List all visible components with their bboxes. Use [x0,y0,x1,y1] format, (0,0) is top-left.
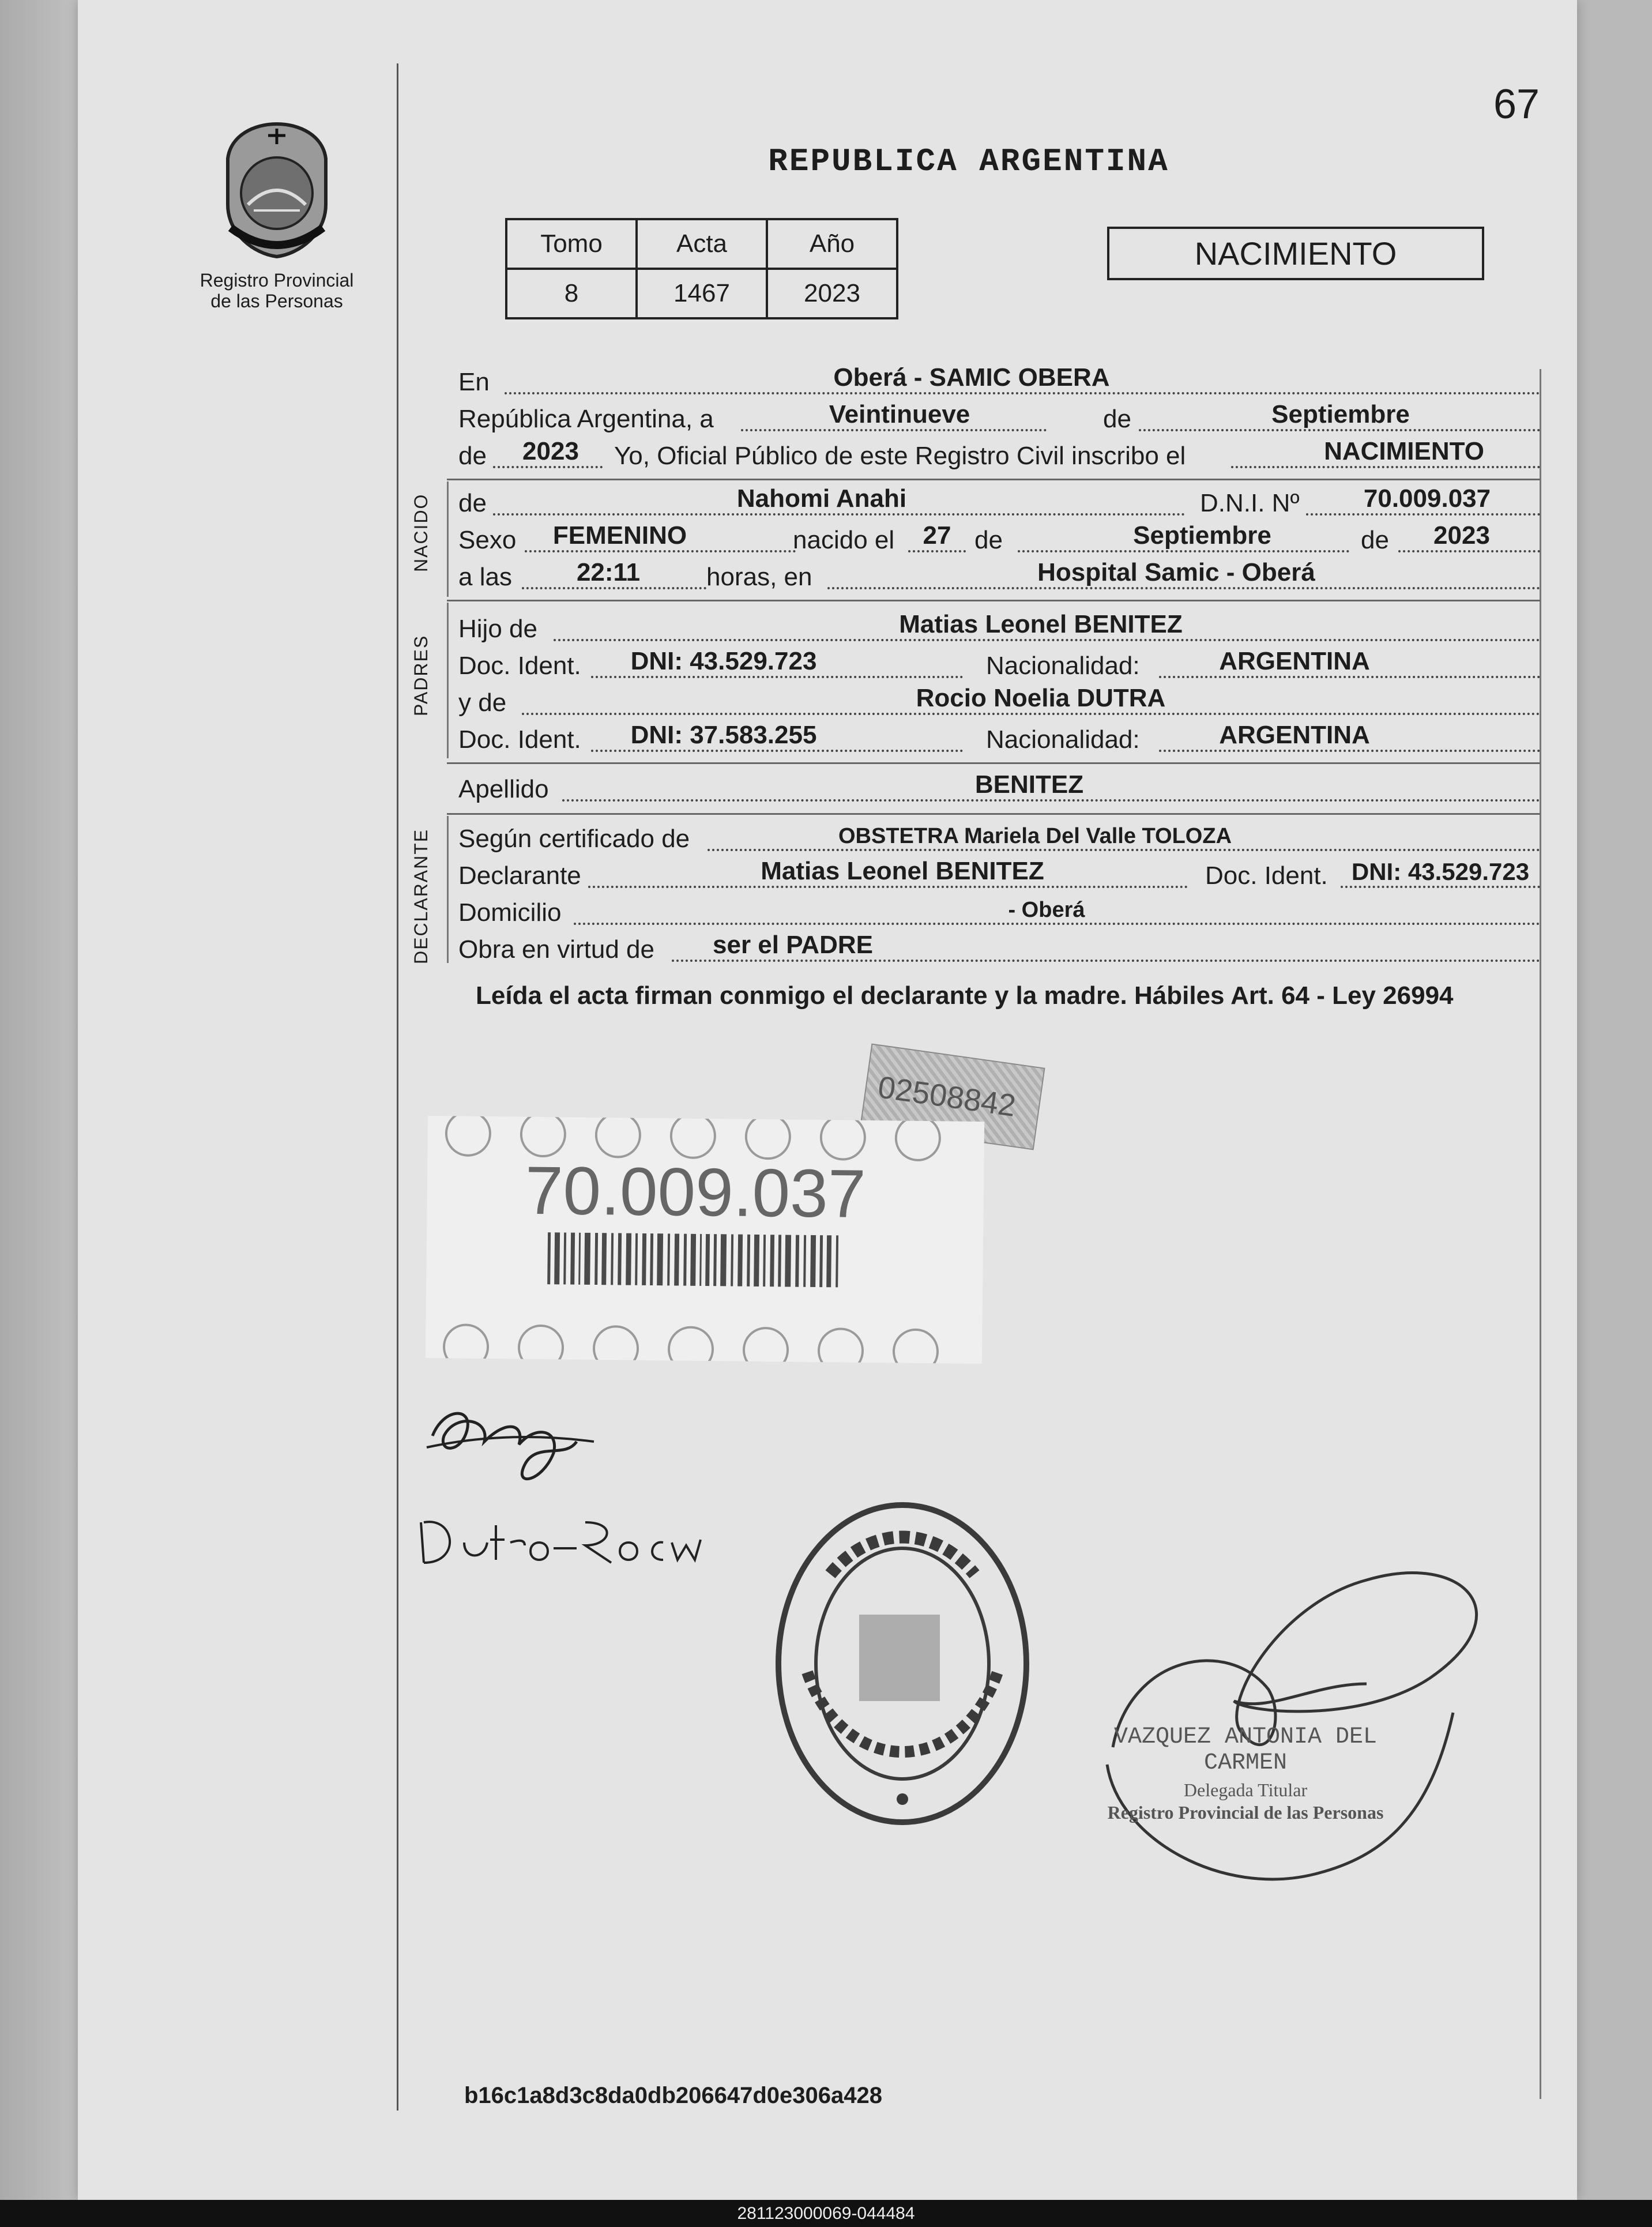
value-hora: 22:11 [576,558,641,586]
label-dni: D.N.I. Nº [1200,489,1300,517]
value-doc-madre: DNI: 37.583.255 [630,721,817,749]
label-nacionalidad: Nacionalidad: [986,652,1140,680]
desk-background [0,0,81,2200]
table-cell: 2023 [767,269,897,318]
row-sexo [458,521,1540,558]
emblem-line-2: de las Personas [210,291,343,311]
dotted-line [493,513,1185,516]
row-doc-madre [458,721,1540,758]
left-margin-line [397,63,398,2111]
label-a-las: a las [458,563,512,591]
row-doc-padre [458,647,1540,684]
label-doc-ident: Doc. Ident. [1205,862,1328,890]
row-segun [458,820,1540,857]
row-en [458,363,1540,400]
table-header: Tomo [506,219,637,269]
label-yo-oficial: Yo, Oficial Público de este Registro Civil inscribo el [614,442,1186,470]
dotted-line [591,676,963,678]
dotted-line [1139,429,1540,431]
label-de: de [1361,526,1389,554]
signature-image [421,1390,605,1494]
label-en: En [458,368,490,396]
side-label-nacido: NACIDO [411,493,431,572]
value-sexo: FEMENINO [552,521,687,550]
value-anio: 2023 [522,437,579,465]
official-stamp [1084,1724,1407,1823]
dotted-line [522,713,1540,715]
label-de: de [458,442,487,470]
value-dni: 70.009.037 [1363,484,1491,513]
emblem-line-1: Registro Provincial [200,270,354,291]
page-number: 67 [1493,81,1540,127]
label-domicilio: Domicilio [458,898,562,927]
round-registry-stamp [773,1499,1032,1828]
record-type-box: NACIMIENTO [1107,227,1484,280]
emblem-caption [190,270,363,311]
value-dia: Veintinueve [829,400,970,428]
value-mes: Septiembre [1271,400,1410,428]
label-de: de [1103,405,1131,433]
dotted-line [672,960,1540,962]
value-doc-declarante: DNI: 43.529.723 [1351,858,1530,885]
misiones-seal-icon [213,118,340,262]
row-apellido [458,770,1540,807]
serial-number: 02508842 [875,1070,1018,1124]
value-madre: Rocio Noelia DUTRA [916,684,1166,712]
value-nacionalidad-madre: ARGENTINA [1219,721,1370,749]
value-nacionalidad-padre: ARGENTINA [1219,647,1370,675]
value-doc-padre: DNI: 43.529.723 [630,647,817,675]
dotted-line [505,392,1540,394]
value-nac-mes: Septiembre [1133,521,1271,550]
label-de: de [974,526,1003,554]
official-role: Delegada Titular [1183,1780,1308,1800]
row-obra [458,931,1540,968]
label-horas-en: horas, en [706,563,812,591]
id-sticker [426,1116,984,1364]
dotted-line [1018,550,1349,552]
value-declarante: Matias Leonel BENITEZ [761,857,1044,885]
dotted-line [591,750,963,752]
row-domicilio [458,894,1540,931]
label-doc-ident: Doc. Ident. [458,725,581,754]
section-divider [447,600,1540,601]
dotted-line [1231,466,1540,468]
label-declarante: Declarante [458,862,581,890]
dotted-line [1159,676,1540,678]
dotted-line [1341,886,1540,888]
label-doc-ident: Doc. Ident. [458,652,581,680]
label-y-de: y de [458,689,507,717]
table-cell: 8 [506,269,637,318]
signature-image [409,1511,732,1574]
dotted-line [908,550,966,552]
section-bar [447,816,449,963]
dotted-line [562,799,1540,802]
official-name: VAZQUEZ ANTONIA DEL CARMEN [1113,1724,1378,1776]
label-de: de [458,489,487,517]
dotted-line [1159,750,1540,752]
record-table [505,218,898,319]
row-declarante [458,857,1540,894]
table-cell: 1467 [637,269,767,318]
value-nac-dia: 27 [923,521,951,550]
label-apellido: Apellido [458,775,549,803]
label-obra-en-virtud: Obra en virtud de [458,935,654,964]
province-emblem [213,118,340,262]
value-inscribo: NACIMIENTO [1324,437,1484,465]
table-header: Acta [637,219,767,269]
document-hash: b16c1a8d3c8da0db206647d0e306a428 [464,2083,882,2108]
registry-seal-icon [773,1499,1032,1828]
value-nac-anio: 2023 [1433,521,1490,550]
mother-signature [409,1511,732,1577]
dotted-line [522,587,706,589]
dotted-line [493,466,603,468]
official-office: Registro Provincial de las Personas [1107,1802,1384,1823]
label-segun-certificado: Según certificado de [458,825,690,853]
dotted-line [708,849,1540,851]
document-title: REPUBLICA ARGENTINA [768,143,1169,180]
row-inscribo [458,437,1540,474]
value-padre: Matias Leonel BENITEZ [899,610,1183,638]
id-sticker-number: 70.009.037 [525,1152,867,1232]
label-hijo-de: Hijo de [458,615,537,643]
dotted-line [1398,550,1540,552]
footer-code: 281123000069-044484 [0,2200,1652,2227]
section-divider [447,479,1540,480]
dotted-line [574,923,1540,925]
value-nombre: Nahomi Anahi [736,484,907,513]
label-republica: República Argentina, a [458,405,714,433]
value-lugar-inscripcion: Oberá - SAMIC OBERA [833,363,1110,392]
row-madre [458,684,1540,721]
dotted-line [1306,513,1540,516]
table-header: Año [767,219,897,269]
section-bar [447,603,449,758]
dotted-line [554,639,1540,641]
side-label-padres: PADRES [411,634,431,716]
label-sexo: Sexo [458,526,517,554]
label-nacionalidad: Nacionalidad: [986,725,1140,754]
closing-statement: Leída el acta firman conmigo el declarante y la madre. Hábiles Art. 64 - Ley 26994 [476,981,1454,1010]
value-lugar-nacimiento: Hospital Samic - Oberá [1037,558,1315,586]
dotted-line [741,429,1047,431]
dotted-line [525,550,796,552]
dotted-line [827,587,1540,589]
value-obra: ser el PADRE [713,931,873,959]
side-label-declarante: DECLARANTE [411,828,431,964]
value-domicilio: - Oberá [1008,898,1085,922]
section-divider [447,762,1540,764]
father-signature [421,1390,605,1496]
value-apellido: BENITEZ [974,770,1084,799]
dotted-line [588,886,1188,888]
label-nacido-el: nacido el [793,526,895,554]
section-divider [447,813,1540,815]
value-certificado: OBSTETRA Mariela Del Valle TOLOZA [838,824,1232,848]
row-padre [458,610,1540,647]
section-bar [447,481,449,597]
row-hora [458,558,1540,595]
row-nombre [458,484,1540,521]
row-fecha [458,400,1540,437]
